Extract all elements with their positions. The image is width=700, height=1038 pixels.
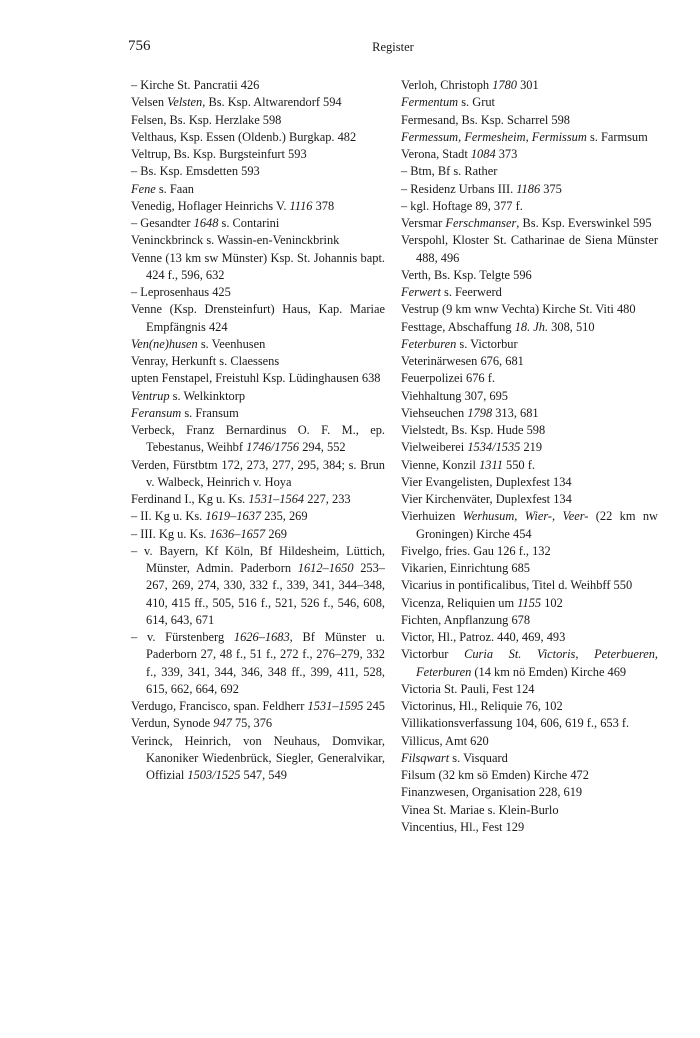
- index-entry-text: Viehhaltung 307, 695: [401, 388, 508, 403]
- index-entry-italic-text: 1612–1650: [297, 561, 354, 575]
- index-entry: [131, 198, 385, 215]
- index-entry-text: – kgl. Hoftage 89, 377 f.: [401, 198, 523, 213]
- index-entry-text: Venne (13 km sw Münster) Ksp. St. Johannis bapt. 424 f., 596, 632: [131, 250, 385, 282]
- index-entry: [131, 733, 385, 785]
- index-entry: [401, 784, 658, 801]
- index-entry-text: , Bs. Ksp. Altwarendorf 594: [202, 95, 342, 110]
- index-entry: [401, 733, 658, 750]
- index-entry-text: 269: [265, 526, 287, 541]
- index-entry-text: Vier Kirchenväter, Duplexfest 134: [401, 492, 572, 506]
- index-entry-text: – v. Bayern, Kf Köln, Bf Hildesheim, Lüttich, Münster, Admin. Paderborn: [131, 543, 385, 575]
- index-entry-italic-text: 1531–1595: [307, 699, 364, 713]
- index-entry: [401, 336, 658, 353]
- index-entry: [401, 405, 658, 422]
- index-entry: [401, 284, 658, 301]
- index-entry-text: Vielweiberei: [401, 440, 468, 455]
- index-entry-text: Verbeck, Franz Bernardinus O. F. M., ep. Tebestanus, Weihbf: [131, 423, 385, 455]
- index-entry-text: Verden, Fürstbtm 172, 273, 277, 295, 384; s. Brun v. Walbeck, Heinrich v. Hoya: [131, 457, 385, 489]
- index-entry-text: Victorbur: [401, 647, 465, 662]
- index-entry: [401, 715, 658, 732]
- index-entry: [401, 819, 658, 836]
- index-entry-italic-text: 947: [213, 716, 232, 731]
- index-entry: [401, 94, 658, 111]
- index-entry: [131, 388, 385, 405]
- index-entry-italic-text: 1780: [492, 78, 517, 92]
- index-entry-text: s. Welkinktorp: [169, 388, 246, 403]
- index-entry: [131, 508, 385, 525]
- index-entry: [131, 526, 385, 543]
- running-title: Register: [372, 40, 414, 54]
- index-entry: [401, 457, 658, 474]
- index-entry-text: – Leprosenhaus 425: [131, 285, 231, 299]
- index-entry-text: Versmar: [401, 216, 446, 230]
- index-column-left: [131, 77, 385, 784]
- index-entry-text: Verspohl, Kloster St. Catharinae de Siena Münster 488, 496: [401, 233, 658, 265]
- index-entry-text: – Residenz Urbans III.: [401, 181, 517, 196]
- index-entry-text: s. Veenhusen: [197, 336, 266, 351]
- index-entry: [131, 698, 385, 715]
- index-entry: [131, 353, 385, 370]
- index-entry: [401, 750, 658, 767]
- index-entry: [401, 198, 658, 215]
- index-entry: [131, 491, 385, 508]
- index-entry-italic-text: 1648: [193, 216, 219, 230]
- index-entry: [401, 181, 658, 198]
- index-entry-text: Vienne, Konzil: [401, 457, 480, 472]
- index-entry-italic-text: 1155: [517, 595, 542, 610]
- index-entry-text: 375: [540, 181, 562, 196]
- index-entry-text: Vicarius in pontificalibus, Titel d. Weihbff 550: [401, 578, 633, 593]
- index-entry: [131, 405, 385, 422]
- index-entry-text: – v. Fürstenberg: [131, 630, 234, 644]
- index-entry-text: Feuerpolizei 676 f.: [401, 371, 495, 386]
- index-entry-text: Filsum (32 km sö Emden) Kirche 472: [401, 768, 589, 782]
- index-entry-text: Velthaus, Ksp. Essen (Oldenb.) Burgkap. 482: [131, 129, 357, 144]
- index-entry: [401, 439, 658, 456]
- index-entry-text: Velsen: [131, 95, 168, 110]
- index-entry-text: Victorinus, Hl., Reliquie 76, 102: [401, 699, 563, 713]
- index-entry-text: 313, 681: [492, 405, 539, 420]
- index-entry-italic-text: Ventrup: [131, 388, 170, 403]
- index-entry-text: Ferdinand I., Kg u. Ks.: [131, 492, 249, 506]
- index-entry-italic-text: 1626–1683: [233, 630, 290, 644]
- index-entry-text: (14 km nö Emden) Kirche 469: [471, 664, 627, 679]
- index-entry-italic-text: 1619–1637: [205, 509, 262, 524]
- index-entry-text: s. Feerwerd: [440, 285, 502, 299]
- index-entry-italic-text: 1311: [479, 457, 503, 472]
- index-entry-text: Vier Evangelisten, Duplexfest 134: [401, 474, 572, 489]
- index-entry: [401, 267, 658, 284]
- index-entry-italic-text: 1746/1756: [246, 440, 300, 455]
- index-entry-italic-text: Filsqwart: [401, 750, 450, 765]
- index-entry-text: Vinea St. Mariae s. Klein-Burlo: [401, 802, 559, 817]
- index-entry-text: 373: [495, 147, 518, 161]
- index-entry-text: – III. Kg u. Ks.: [131, 526, 210, 541]
- index-entry: [131, 94, 385, 111]
- index-entry-text: – Btm, Bf s. Rather: [401, 164, 498, 179]
- index-entry: [401, 232, 658, 267]
- index-entry: [401, 474, 658, 491]
- page-number: 756: [128, 38, 151, 54]
- index-entry-text: upten Fenstapel, Freistuhl Ksp. Lüdinghausen 638: [131, 371, 381, 386]
- index-entry-text: Victor, Hl., Patroz. 440, 469, 493: [401, 630, 566, 644]
- index-entry-text: Fermesand, Bs. Ksp. Scharrel 598: [401, 112, 570, 127]
- index-entry-italic-text: Feterburen: [401, 336, 457, 351]
- index-entry: [131, 715, 385, 732]
- index-entry-text: Vikarien, Einrichtung 685: [401, 561, 530, 575]
- index-entry-text: – Gesandter: [131, 216, 194, 230]
- index-entry-italic-text: Fermentum: [401, 95, 459, 110]
- index-entry-text: 301: [517, 78, 539, 92]
- index-entry: [401, 681, 658, 698]
- index-entry-italic-text: 1503/1525: [187, 768, 241, 782]
- index-entry-text: s. Grut: [458, 95, 495, 110]
- index-entry-text: Verinck, Heinrich, von Neuhaus, Domvikar, Kanoniker Wiedenbrück, Siegler, Generalvikar, Offizial: [131, 733, 385, 782]
- index-entry-text: , Bs. Ksp. Everswinkel 595: [516, 216, 652, 230]
- index-entry: [401, 163, 658, 180]
- index-entry: [401, 215, 658, 232]
- index-entry: [401, 612, 658, 629]
- index-entry-italic-text: 18. Jh.: [514, 319, 549, 334]
- index-entry-text: s. Fransum: [181, 405, 239, 420]
- index-entry-text: – Bs. Ksp. Emsdetten 593: [131, 164, 260, 179]
- index-entry-text: Venedig, Hoflager Heinrichs V.: [131, 198, 290, 213]
- index-entry-text: Felsen, Bs. Ksp. Herzlake 598: [131, 112, 282, 127]
- index-entry: [401, 301, 658, 318]
- index-entry: [401, 560, 658, 577]
- index-entry: [401, 646, 658, 681]
- index-entry-text: Villikationsverfassung 104, 606, 619 f., 653 f.: [401, 716, 630, 731]
- index-entry-text: Festtage, Abschaffung: [401, 319, 515, 334]
- index-entry-italic-text: Ven(ne)husen: [131, 336, 198, 351]
- index-entry-text: 245: [363, 699, 385, 713]
- index-entry: [131, 250, 385, 285]
- index-entry-italic-text: Fene: [131, 181, 156, 196]
- index-entry-text: Viehseuchen: [401, 405, 468, 420]
- page-header: [128, 38, 658, 62]
- index-entry: [131, 181, 385, 198]
- index-entry: [401, 767, 658, 784]
- index-entry-text: Verdugo, Francisco, span. Feldherr: [131, 699, 308, 713]
- index-entry-italic-text: Curia St. Victoris, Peterbueren, Feterburen: [416, 647, 658, 679]
- index-entry: [131, 301, 385, 336]
- index-entry-text: Venray, Herkunft s. Claessens: [131, 354, 280, 368]
- index-entry: [131, 146, 385, 163]
- index-entry-text: Vierhuizen: [401, 509, 463, 524]
- index-entry-text: 102: [541, 595, 563, 610]
- index-entry: [131, 77, 385, 94]
- index-entry-italic-text: Ferwert: [401, 285, 441, 299]
- index-entry-text: Verona, Stadt: [401, 147, 471, 161]
- index-entry-text: Vicenza, Reliquien um: [401, 595, 518, 610]
- index-entry-text: 227, 233: [304, 492, 351, 506]
- index-entry-text: – Kirche St. Pancratii 426: [131, 78, 260, 92]
- index-entry-text: Veltrup, Bs. Ksp. Burgsteinfurt 593: [131, 147, 307, 161]
- index-entry-text: Vielstedt, Bs. Ksp. Hude 598: [401, 423, 546, 437]
- index-entry-text: Vestrup (9 km wnw Vechta) Kirche St. Viti 480: [401, 302, 636, 317]
- index-entry-text: 219: [520, 440, 543, 455]
- index-entry-text: 547, 549: [240, 768, 287, 782]
- index-entry-text: s. Visquard: [449, 750, 508, 765]
- index-entry-text: Villicus, Amt 620: [401, 733, 489, 748]
- index-entry-italic-text: 1186: [516, 181, 541, 196]
- index-entry-text: – II. Kg u. Ks.: [131, 509, 206, 524]
- index-entry-text: Fivelgo, fries. Gau 126 f., 132: [401, 543, 551, 558]
- index-entry: [401, 543, 658, 560]
- index-entry: [401, 353, 658, 370]
- index-entry: [131, 112, 385, 129]
- index-entry: [131, 422, 385, 457]
- index-entry-italic-text: 1534/1535: [467, 440, 521, 455]
- index-entry-italic-text: Feransum: [131, 405, 182, 420]
- index-entry-text: Veterinärwesen 676, 681: [401, 354, 524, 368]
- index-entry: [401, 508, 658, 543]
- index-entry: [401, 802, 658, 819]
- index-entry-text: 294, 552: [299, 440, 346, 455]
- index-entry-text: Verdun, Synode: [131, 716, 214, 731]
- index-column-right: [401, 77, 658, 836]
- index-entry-text: Venne (Ksp. Drensteinfurt) Haus, Kap. Mariae Empfängnis 424: [131, 302, 385, 334]
- index-entry-text: , Bf Münster u. Paderborn 27, 48 f., 51 f., 272 f., 276–279, 332 f., 339, 341, 344, 346, 348 ff., 399, 411, 528, 615, 662, 664, 692: [146, 630, 385, 696]
- index-entry-text: 550 f.: [502, 457, 535, 472]
- index-entry-text: Vincentius, Hl., Fest 129: [401, 819, 525, 834]
- index-entry: [131, 336, 385, 353]
- index-entry-italic-text: 1084: [470, 147, 496, 161]
- index-entry: [131, 163, 385, 180]
- index-entry-italic-text: Ferschmanser: [445, 216, 517, 230]
- index-entry: [131, 370, 385, 387]
- index-entry-text: Verth, Bs. Ksp. Telgte 596: [401, 267, 532, 282]
- index-entry: [401, 112, 658, 129]
- index-entry: [131, 232, 385, 249]
- index-entry-italic-text: 1531–1564: [248, 492, 305, 506]
- index-entry-italic-text: 1798: [467, 405, 493, 420]
- index-entry-text: 253–267, 269, 274, 330, 332 f., 339, 341, 344–348, 410, 415 ff., 505, 516 f., 521, 526 f., 546, 608, 614, 643, 671: [146, 561, 385, 627]
- index-entry: [131, 284, 385, 301]
- index-entry-text: 308, 510: [548, 319, 595, 334]
- index-entry-text: s. Faan: [155, 181, 194, 196]
- index-entry: [401, 77, 658, 94]
- index-entry: [401, 422, 658, 439]
- index-entry-text: s. Farmsum: [586, 129, 648, 144]
- index-entry: [401, 319, 658, 336]
- index-entry-text: Verloh, Christoph: [401, 78, 493, 92]
- index-entry: [401, 129, 658, 146]
- index-entry-italic-text: Werhusum, Wier-, Veer-: [462, 509, 589, 524]
- index-entry: [131, 629, 385, 698]
- index-entry: [401, 388, 658, 405]
- index-entry-italic-text: Fermessum, Fermesheim, Fermissum: [401, 129, 587, 144]
- index-entry: [401, 577, 658, 594]
- index-entry: [401, 698, 658, 715]
- index-entry-italic-text: 1636–1657: [209, 526, 266, 541]
- index-entry-text: s. Contarini: [218, 216, 280, 230]
- index-entry-text: Veninckbrinck s. Wassin-en-Veninckbrink: [131, 233, 340, 248]
- index-entry-text: 235, 269: [261, 509, 308, 524]
- index-entry: [401, 370, 658, 387]
- index-entry: [401, 629, 658, 646]
- index-entry-italic-text: 1116: [289, 198, 313, 213]
- index-entry: [401, 595, 658, 612]
- index-entry-text: Fichten, Anpflanzung 678: [401, 612, 531, 627]
- index-entry-text: Victoria St. Pauli, Fest 124: [401, 681, 535, 696]
- index-entry-italic-text: Velsten: [167, 95, 203, 110]
- index-entry-text: 378: [312, 198, 335, 213]
- index-entry: [131, 215, 385, 232]
- index-entry-text: 75, 376: [231, 716, 273, 731]
- index-entry: [401, 491, 658, 508]
- index-entry: [131, 543, 385, 629]
- index-entry: [401, 146, 658, 163]
- index-entry-text: (22 km nw Groningen) Kirche 454: [416, 509, 658, 541]
- index-entry-text: Finanzwesen, Organisation 228, 619: [401, 785, 583, 800]
- index-entry: [131, 129, 385, 146]
- index-entry: [131, 457, 385, 492]
- index-entry-text: s. Victorbur: [456, 336, 518, 351]
